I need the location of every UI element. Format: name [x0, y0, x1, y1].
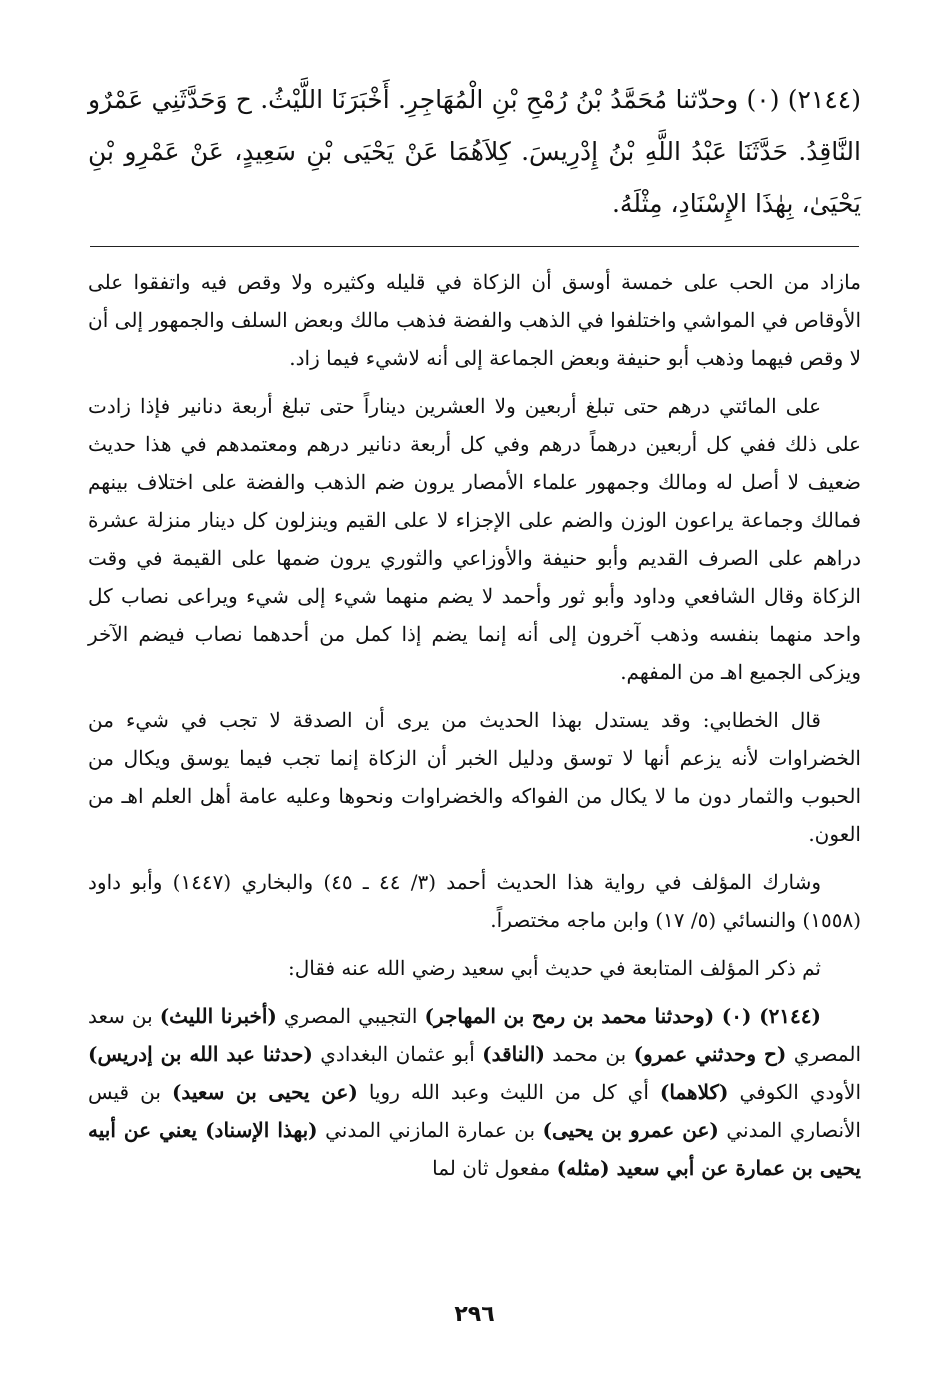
hadith-paragraph: (٢١٤٤) (٠) وحدّثنا مُحَمَّدُ بْنُ رُمْحِ بْنِ الْمُهَاجِرِ. أَخْبَرَنَا اللَّيْثُ. ح وَحَدَّثَنِي عَمْرٌو النَّاقِدُ. حَدَّثَنَا عَبْدُ اللَّهِ بْنُ إِدْرِيسَ. كِلاَهُمَا عَنْ يَحْيَى بْنِ سَعِيدٍ، عَنْ عَمْرِو بْنِ يَحْيَىٰ، بِهٰذَا الإِسْنَادِ، مِثْلَهُ. [88, 85, 861, 218]
commentary-text: بن محمد [544, 1042, 634, 1066]
commentary-text: الأودي الكوفي [728, 1080, 862, 1104]
matn-quote: (كلاهما) [659, 1080, 729, 1104]
commentary-paragraph-5: ثم ذكر المؤلف المتابعة في حديث أبي سعيد رضي الله عنه فقال: [288, 956, 821, 980]
commentary-text: بن قيس الأنصاري المدني [88, 1080, 861, 1142]
commentary-text: بن عمارة المازني المدني [317, 1118, 543, 1142]
matn-quote: (أخبرنا الليث) [159, 1004, 277, 1028]
commentary-text: أي كل من الليث وعبد الله رويا [357, 1080, 660, 1104]
page-number: ٢٩٦ [454, 1302, 495, 1327]
commentary-text: مفعول ثان لما [432, 1156, 557, 1180]
matn-quote: (عن يحيى بن سعيد) [171, 1080, 358, 1104]
commentary-paragraph-3: قال الخطابي: وقد يستدل بهذا الحديث من يرى أن الصدقة لا تجب في شيء من الخضراوات لأنه يزعم أنها لا توسق ودليل الخبر أن الزكاة إنما تجب فيما يوسق ويكال من الحبوب والثمار دون ما لا يكال من الفواكه والخضراوات ونحوها وعليه عامة أهل العلم اهـ من العون. [88, 708, 861, 846]
commentary-text: التجيبي المصري [276, 1004, 425, 1028]
commentary-paragraph-4: وشارك المؤلف في رواية هذا الحديث أحمد (٣/ ٤٤ ـ ٤٥) والبخاري (١٤٤٧) وأبو داود (١٥٥٨) والنسائي (٥/ ١٧) وابن ماجه مختصراً. [88, 870, 861, 932]
commentary-text: بن سعد المصري [88, 1004, 862, 1066]
commentary-paragraph-1: مازاد من الحب على خمسة أوسق أن الزكاة في قليله وكثيره ولا وقص فيه واتفقوا على الأوقاص في المواشي واختلفوا في الذهب والفضة فذهب مالك وبعض السلف والجمهور إلى أن لا وقص فيهما وذهب أبو حنيفة وبعض الجماعة إلى أنه لاشيء فيما زاد. [88, 270, 861, 370]
commentary-text: أبو عثمان البغدادي [312, 1042, 483, 1066]
matn-quote: (الناقد) [482, 1042, 545, 1066]
hadith-text-block [88, 74, 861, 230]
commentary-block [88, 263, 861, 1197]
matn-quote: (حدثنا عبد الله بن إدريس) [88, 1042, 313, 1066]
section-divider [90, 246, 859, 247]
commentary-paragraph-2: على المائتي درهم حتى تبلغ أربعين ولا العشرين ديناراً حتى تبلغ أربعة دنانير فإذا زادت على ذلك ففي كل أربعين درهماً درهم وفي كل أربعة دنانير درهم ومعتمدهم في هذا حديث ضعيف لا أصل له ومالك وجمهور علماء الأمصار يرون ضم الذهب والفضة على اختلاف بينهم فمالك وجماعة يراعون الوزن والضم على الإجزاء لا على القيم وينزلون كل دينار منزلة عشرة دراهم على الصرف القديم وأبو حنيفة والأوزاعي والثوري يرون ضمها على القيمة في وقت الزكاة وقال الشافعي وداود وأبو ثور وأحمد لا يضم منهما شيء إلى شيء ويراعى نصاب كل واحد منهما بنفسه وذهب آخرون إلى أنه إنما يضم إذا كمل من أحدهما نصاب فيضم الآخر ويزكى الجميع اهـ من المفهم. [88, 394, 862, 684]
matn-quote: (ح وحدثني عمرو) [633, 1042, 787, 1066]
matn-quote: (عن عمرو بن يحيى) [542, 1118, 719, 1142]
commentary-paragraph-6 [88, 997, 861, 1187]
matn-quote: (بهذا الإسناد) يعني عن أبيه يحيى بن عمارة عن أبي سعيد (مثله) [88, 1118, 861, 1180]
hadith-number-and-narrator: (٢١٤٤) (٠) (وحدثنا محمد بن رمح بن المهاجر) [424, 1004, 821, 1028]
